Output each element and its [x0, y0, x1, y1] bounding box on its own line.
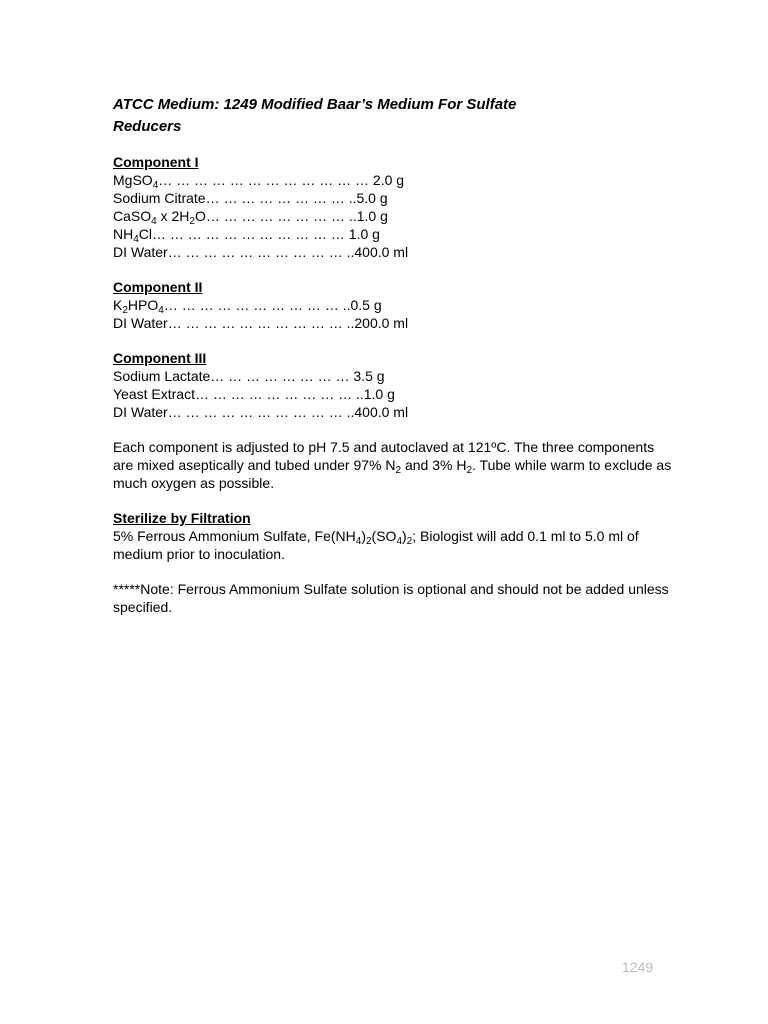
ingredient-di-water: DI Water… … … … … … … … … … ..400.0 ml	[113, 404, 409, 420]
ingredient-sodium-citrate: Sodium Citrate… … … … … … … … ..5.0 g	[113, 190, 388, 206]
sterilize-text: 5% Ferrous Ammonium Sulfate, $Fe(NH_4)_2(SO_4)_2$; Biologist will add 0.1 ml to 5.0 ml of medium prior to inoculation.	[113, 528, 639, 562]
sterilize-section	[113, 509, 673, 563]
note-text: *****Note: Ferrous Ammonium Sulfate solution is optional and should not be added unless specified.	[113, 581, 669, 615]
ingredient-yeast-extract: Yeast Extract… … … … … … … … … ..1.0 g	[113, 386, 395, 402]
component-1-heading: Component I	[113, 154, 199, 170]
page-number: 1249	[622, 959, 654, 975]
component-3-section	[113, 349, 673, 421]
ingredient-mgso4: MgSO$_4$… … … … … … … … … … … … 2.0 g	[113, 172, 405, 191]
document-page	[113, 94, 673, 633]
component-2-heading: Component II	[113, 279, 203, 295]
title-line-2: Reducers	[113, 118, 182, 135]
ingredient-di-water: DI Water… … … … … … … … … … ..400.0 ml	[113, 244, 409, 260]
component-1-section	[113, 153, 673, 261]
document-title	[113, 94, 673, 138]
ingredient-caso4: CaSO$_4$ x $2H_2O\dots$ … … … … … … … ..1.0 g	[113, 208, 388, 227]
component-3-heading: Component III	[113, 350, 207, 366]
title-line-1: ATCC Medium: 1249 Modified Baar’s Medium For Sulfate	[113, 96, 517, 113]
ingredient-sodium-lactate: Sodium Lactate… … … … … … … … 3.5 g	[113, 368, 385, 384]
component-2-section	[113, 278, 673, 332]
ingredient-k2hpo4: $K_2HPO_4\dots$ … … … … … … … … … ..0.5 g	[113, 297, 382, 316]
ingredient-nh4cl: $NH_4Cl\dots$ … … … … … … … … … … 1.0 g	[113, 226, 380, 245]
sterilize-heading: Sterilize by Filtration	[113, 510, 251, 526]
preparation-instructions: Each component is adjusted to pH 7.5 and autoclaved at 121ºC. The three components are mixed aseptically and tubed under 97% $N_2$ and 3% $H_2$. Tube while warm to exclude as much oxygen as possible.	[113, 439, 672, 491]
ingredient-di-water: DI Water… … … … … … … … … … ..200.0 ml	[113, 315, 409, 331]
